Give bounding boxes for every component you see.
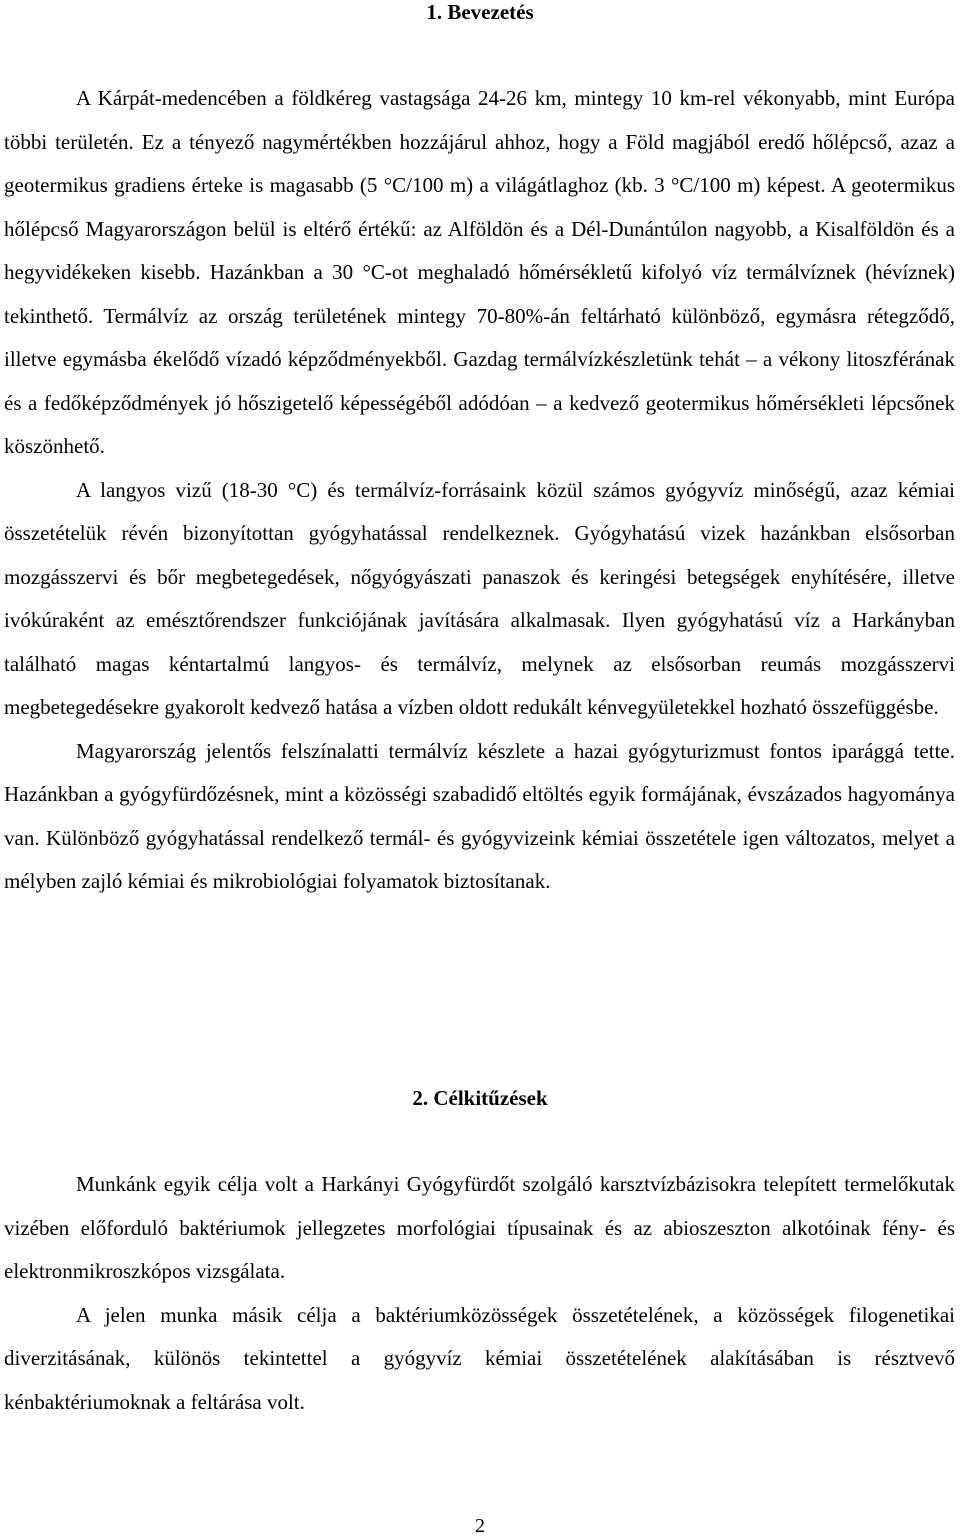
paragraph: A Kárpát-medencében a földkéreg vastagsága 24-26 km, mintegy 10 km-rel vékonyabb, mint Európa többi területén. Ez a tényező nagymértékben hozzájárul ahhoz, hogy a Föld magjából eredő hőlépcső, azaz a geotermikus gradiens érteke is magasabb (5 °C/100 m) a világátlaghoz (kb. 3 °C/100 m) képest. A geotermikus hőlépcső Magyarországon belül is eltérő értékű: az Alföldön és a Dél-Dunántúlon nagyobb, a Kisalföldön és a hegyvidékeken kisebb. Hazánkban a 30 °C-ot meghaladó hőmérsékletű kifolyó víz termálvíznek (hévíznek) tekinthető. Termálvíz az ország területének mintegy 70-80%-án feltárható különböző, egymásra rétegződő, illetve egymásba ékelődő vízadó képződményekből. Gazdag termálvízkészletünk tehát – a vékony litoszférának és a fedőképződmények jó hőszigetelő képességéből adódóan – a kedvező geotermikus hőmérsékleti lépcsőnek köszönhető. <box>4 86 955 458</box>
section-heading-introduction: 1. Bevezetés <box>426 0 534 24</box>
section-heading-objectives: 2. Célkitűzések <box>412 1086 548 1110</box>
section-body-objectives <box>4 1163 955 1424</box>
paragraph: A langyos vizű (18-30 °C) és termálvíz-forrásaink közül számos gyógyvíz minőségű, azaz kémiai összetételük révén bizonyítottan gyógyhatással rendelkeznek. Gyógyhatású vizek hazánkban elsősorban mozgásszervi és bőr megbetegedések, nőgyógyászati panaszok és keringési betegségek enyhítésére, illetve ivókúraként az emésztőrendszer funkciójának javítására alkalmasak. Ilyen gyógyhatású víz a Harkányban található magas kéntartalmú langyos- és termálvíz, melynek az elsősorban reumás mozgásszervi megbetegedésekre gyakorolt kedvező hatása a vízben oldott redukált kénvegyületekkel hozható összefüggésbe. <box>4 477 955 719</box>
paragraph: Magyarország jelentős felszínalatti termálvíz készlete a hazai gyógyturizmust fontos iparággá tette. Hazánkban a gyógyfürdőzésnek, mint a közösségi szabadidő eltöltés egyik formájának, évszázados hagyománya van. Különböző gyógyhatással rendelkező termál- és gyógyvizeink kémiai összetétele igen változatos, melyet a mélyben zajló kémiai és mikrobiológiai folyamatok biztosítanak. <box>4 738 955 893</box>
section-body-introduction <box>4 77 955 904</box>
paragraph: A jelen munka másik célja a baktériumközösségek összetételének, a közösségek filogenetikai diverzitásának, különös tekintettel a gyógyvíz kémiai összetételének alakításában is résztvevő kénbaktériumoknak a feltárása volt. <box>4 1302 955 1414</box>
page-number: 2 <box>475 1515 485 1537</box>
paragraph: Munkánk egyik célja volt a Harkányi Gyógyfürdőt szolgáló karsztvízbázisokra telepített termelőkutak vizében előforduló baktériumok jellegzetes morfológiai típusainak és az abioszeszton alkotóinak fény- és elektronmikroszkópos vizsgálata. <box>4 1172 955 1283</box>
